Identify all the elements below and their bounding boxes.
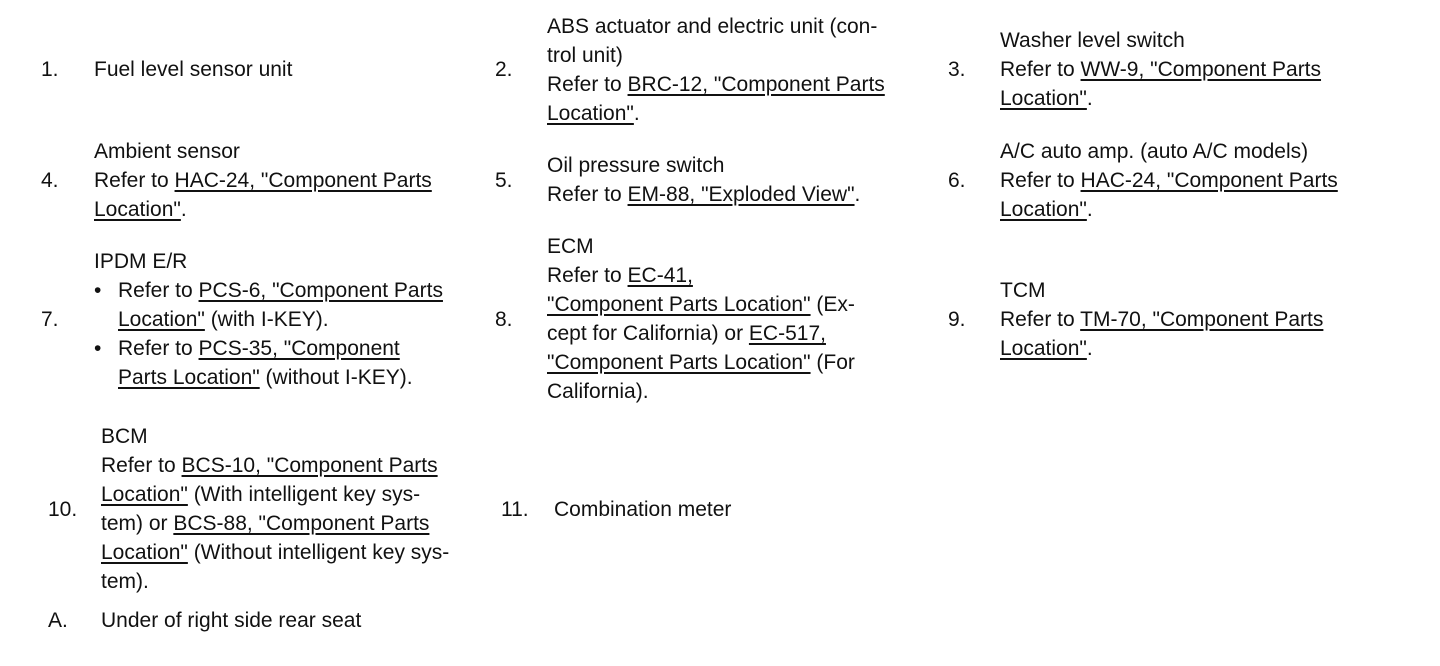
ref-link-hac-24-cont[interactable]: Location" — [1000, 198, 1087, 221]
bullet-2-line — [118, 334, 400, 363]
ref-link-bcs-10-cont[interactable]: Location" — [101, 483, 188, 506]
ref-link-bcs-10[interactable]: BCS-10, "Component Parts — [181, 454, 438, 477]
item-title: ECM — [547, 235, 594, 258]
reference-line-cont — [1000, 84, 1093, 113]
reference-line-cont — [547, 99, 640, 128]
ref-link-hac-24-cont[interactable]: Location" — [94, 198, 181, 221]
ref-link-brc-12-cont[interactable]: Location" — [547, 102, 634, 125]
ref-link-tm-70[interactable]: TM-70, "Component Parts — [1080, 308, 1324, 331]
reference-line-3 — [547, 319, 826, 348]
ref-text: tem) or — [101, 512, 174, 535]
reference-line — [547, 261, 693, 290]
ref-link-ec-517-cont[interactable]: "Component Parts Location" — [547, 351, 811, 374]
item-number: 10. — [48, 498, 78, 521]
reference-line — [1000, 305, 1323, 334]
refer-prefix: Refer to — [101, 454, 182, 477]
ref-link-pcs-6[interactable]: PCS-6, "Component Parts — [198, 279, 443, 302]
ref-suffix: . — [1086, 87, 1093, 110]
ref-link-pcs-35[interactable]: PCS-35, "Component — [198, 337, 400, 360]
item-title-cont: trol unit) — [547, 44, 623, 67]
item-title: TCM — [1000, 279, 1046, 302]
ref-link-hac-24[interactable]: HAC-24, "Component Parts — [174, 169, 432, 192]
ref-link-bcs-88[interactable]: BCS-88, "Component Parts — [173, 512, 430, 535]
reference-line — [101, 451, 438, 480]
ref-link-ww-9[interactable]: WW-9, "Component Parts — [1080, 58, 1322, 81]
ref-link-ec-41-cont[interactable]: "Component Parts Location" — [547, 293, 811, 316]
reference-line-5: California). — [547, 380, 649, 403]
reference-line-cont — [1000, 195, 1093, 224]
item-number: 4. — [41, 169, 59, 192]
item-number: 3. — [948, 58, 966, 81]
ref-text: (Ex- — [810, 293, 855, 316]
item-title: BCM — [101, 425, 148, 448]
ref-link-em-88[interactable]: EM-88, "Exploded View" — [627, 183, 855, 206]
bullet-1-line — [118, 276, 443, 305]
item-title: Washer level switch — [1000, 29, 1185, 52]
ref-link-hac-24[interactable]: HAC-24, "Component Parts — [1080, 169, 1338, 192]
ref-link-pcs-35-cont[interactable]: Parts Location" — [118, 366, 260, 389]
item-number: 6. — [948, 169, 966, 192]
ref-suffix: . — [1086, 198, 1093, 221]
ref-link-ww-9-cont[interactable]: Location" — [1000, 87, 1087, 110]
item-number: 7. — [41, 308, 59, 331]
item-title: Fuel level sensor unit — [94, 58, 293, 81]
refer-prefix: Refer to — [1000, 308, 1081, 331]
refer-prefix: Refer to — [118, 279, 199, 302]
refer-prefix: Refer to — [1000, 58, 1081, 81]
ref-link-bcs-88-cont[interactable]: Location" — [101, 541, 188, 564]
item-number: 5. — [495, 169, 513, 192]
item-title: IPDM E/R — [94, 250, 188, 273]
ref-suffix: (without I-KEY). — [259, 366, 413, 389]
ref-link-ec-517[interactable]: EC-517, — [748, 322, 826, 345]
ref-link-pcs-6-cont[interactable]: Location" — [118, 308, 205, 331]
bullet-marker: • — [94, 279, 102, 302]
reference-line-2 — [101, 480, 420, 509]
reference-line-2 — [547, 290, 855, 319]
item-number: 2. — [495, 58, 513, 81]
reference-line-3 — [101, 509, 429, 538]
item-number: 11. — [501, 498, 529, 521]
bullet-1-line-cont — [118, 305, 329, 334]
ref-suffix: (with I-KEY). — [204, 308, 329, 331]
refer-prefix: Refer to — [118, 337, 199, 360]
ref-link-tm-70-cont[interactable]: Location" — [1000, 337, 1087, 360]
ref-text: (Without intelligent key sys- — [187, 541, 450, 564]
ref-suffix: . — [633, 102, 640, 125]
refer-prefix: Refer to — [547, 264, 628, 287]
reference-line — [547, 180, 860, 209]
refer-prefix: Refer to — [547, 73, 628, 96]
ref-suffix: . — [854, 183, 861, 206]
reference-line-cont — [94, 195, 187, 224]
reference-line-4 — [547, 348, 855, 377]
item-title: Combination meter — [554, 498, 732, 521]
reference-line-cont — [1000, 334, 1093, 363]
ref-text: (With intelligent key sys- — [187, 483, 421, 506]
reference-line — [94, 166, 432, 195]
refer-prefix: Refer to — [547, 183, 628, 206]
reference-line-5: tem). — [101, 570, 149, 593]
bullet-2-line-cont — [118, 363, 413, 392]
reference-line — [1000, 55, 1321, 84]
ref-suffix: . — [180, 198, 187, 221]
item-number: 9. — [948, 308, 966, 331]
item-number: 1. — [41, 58, 59, 81]
item-title: Ambient sensor — [94, 140, 240, 163]
item-title: Oil pressure switch — [547, 154, 725, 177]
item-title: ABS actuator and electric unit (con- — [547, 15, 878, 38]
refer-prefix: Refer to — [1000, 169, 1081, 192]
bullet-marker: • — [94, 337, 102, 360]
refer-prefix: Refer to — [94, 169, 175, 192]
reference-line-4 — [101, 538, 449, 567]
ref-suffix: . — [1086, 337, 1093, 360]
item-letter: A. — [48, 609, 68, 632]
ref-link-ec-41[interactable]: EC-41, — [627, 264, 693, 287]
ref-text: (For — [810, 351, 855, 374]
item-number: 8. — [495, 308, 513, 331]
reference-line — [547, 70, 885, 99]
ref-link-brc-12[interactable]: BRC-12, "Component Parts — [627, 73, 885, 96]
ref-text: cept for California) or — [547, 322, 749, 345]
item-title: Under of right side rear seat — [101, 609, 362, 632]
item-title: A/C auto amp. (auto A/C models) — [1000, 140, 1309, 163]
reference-line — [1000, 166, 1338, 195]
